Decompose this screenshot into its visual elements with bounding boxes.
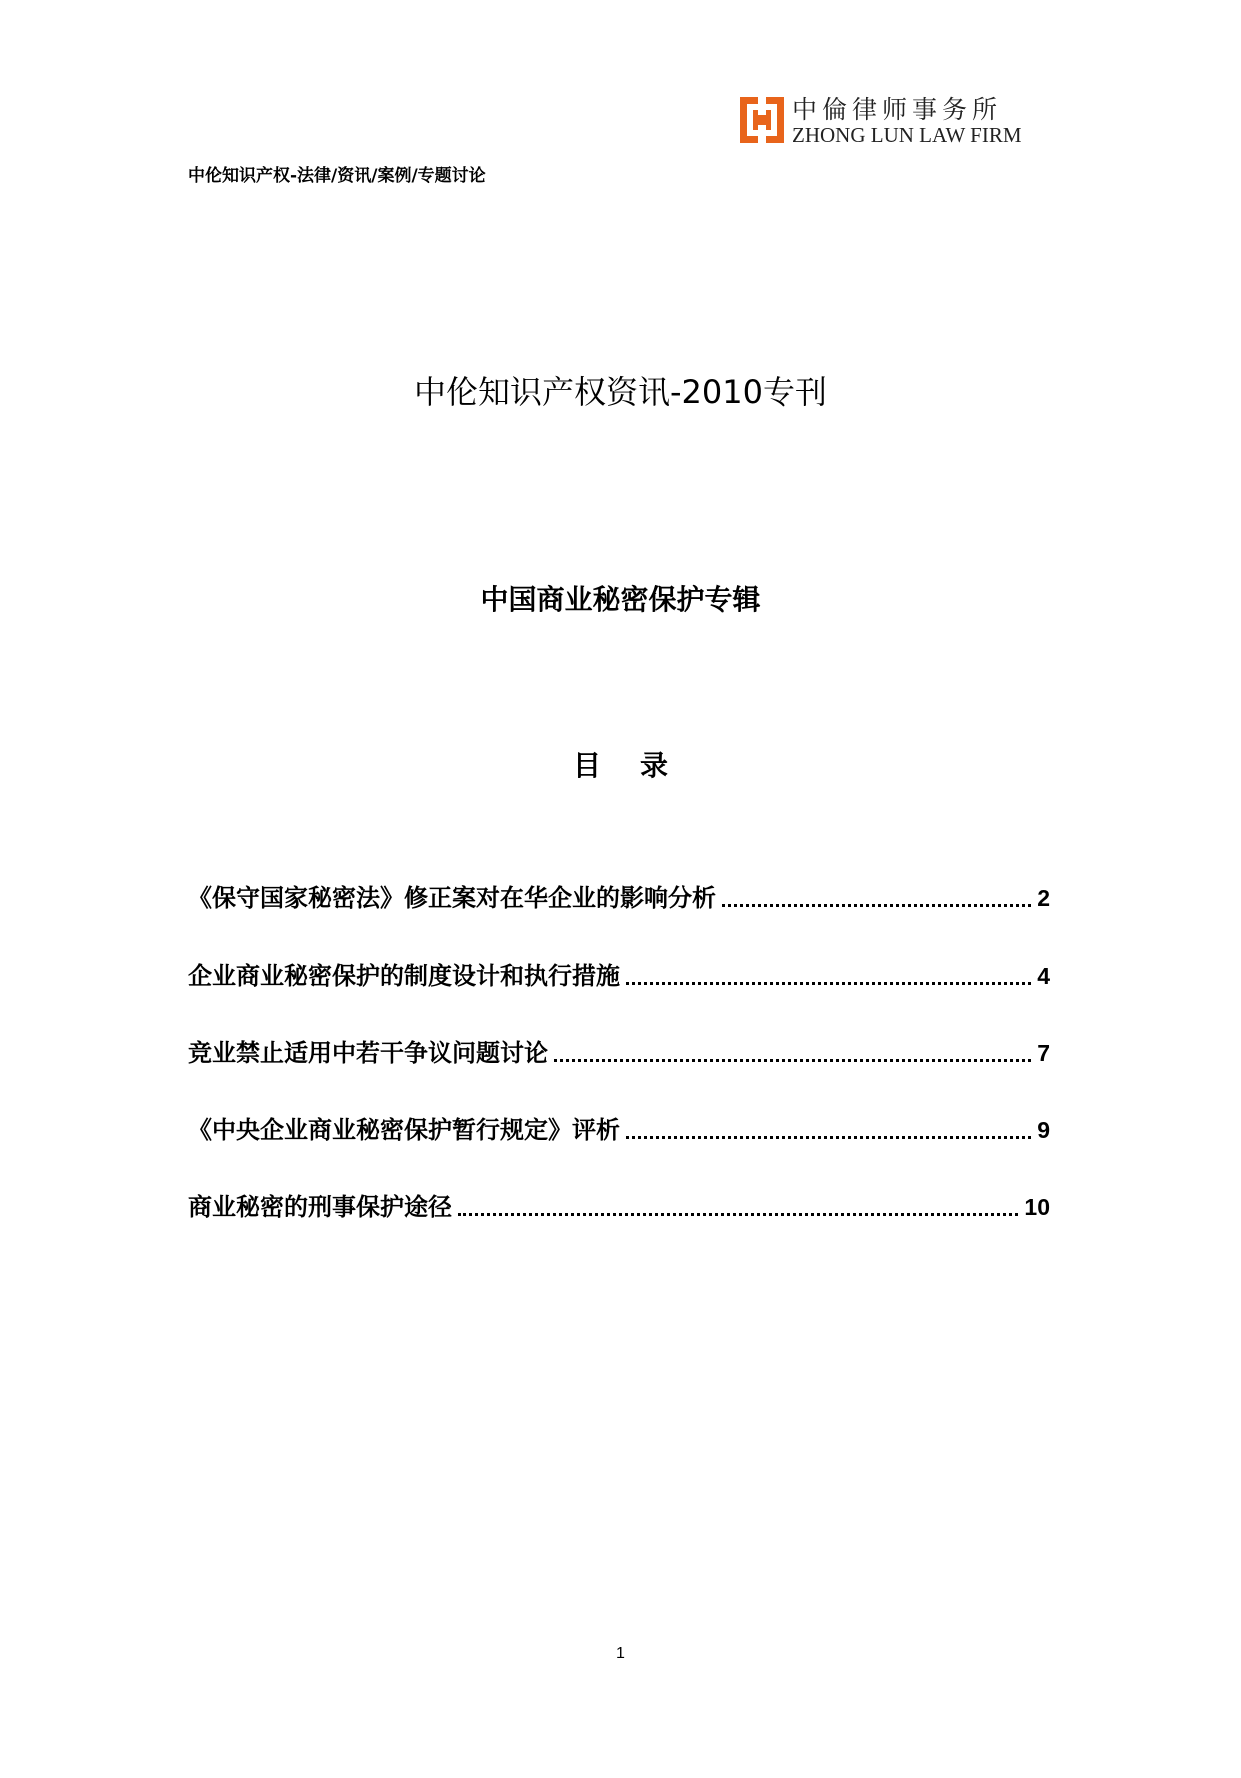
toc-entry-title: 企业商业秘密保护的制度设计和执行措施 bbox=[188, 962, 620, 990]
firm-name-english: ZHONG LUN LAW FIRM bbox=[792, 123, 1022, 147]
toc-entry-page: 4 bbox=[1037, 963, 1050, 989]
toc-entry-title: 《中央企业商业秘密保护暂行规定》评析 bbox=[188, 1116, 620, 1144]
toc-entry-title: 商业秘密的刑事保护途径 bbox=[188, 1193, 452, 1221]
toc-entry-page: 2 bbox=[1037, 885, 1050, 911]
toc-dot-leader bbox=[722, 904, 1031, 907]
toc-entry[interactable] bbox=[188, 1112, 1050, 1146]
toc-entry[interactable] bbox=[188, 958, 1050, 992]
document-subtitle: 中国商业秘密保护专辑 bbox=[480, 583, 761, 616]
toc-entry-title: 竞业禁止适用中若干争议问题讨论 bbox=[188, 1039, 548, 1067]
toc-entry-page: 7 bbox=[1037, 1040, 1050, 1066]
toc-heading: 目 录 bbox=[573, 749, 668, 782]
toc-dot-leader bbox=[458, 1213, 1018, 1216]
page-number: 1 bbox=[616, 1645, 625, 1662]
firm-logo bbox=[740, 95, 1060, 147]
zhong-lun-logo-mark-icon bbox=[740, 97, 784, 143]
toc-entry-title: 《保守国家秘密法》修正案对在华企业的影响分析 bbox=[188, 884, 716, 912]
firm-name-chinese: 中倫律师事务所 bbox=[792, 95, 1003, 124]
header-tagline: 中伦知识产权-法律/资讯/案例/专题讨论 bbox=[188, 166, 486, 186]
document-title: 中伦知识产权资讯-2010专刊 bbox=[414, 373, 827, 411]
toc-entry[interactable] bbox=[188, 1189, 1050, 1223]
toc-entry-page: 10 bbox=[1024, 1194, 1050, 1220]
toc-dot-leader bbox=[626, 982, 1031, 985]
toc-entry[interactable] bbox=[188, 880, 1050, 914]
toc-entry-page: 9 bbox=[1037, 1117, 1050, 1143]
toc-entry[interactable] bbox=[188, 1035, 1050, 1069]
toc-dot-leader bbox=[554, 1059, 1031, 1062]
toc-dot-leader bbox=[626, 1136, 1031, 1139]
